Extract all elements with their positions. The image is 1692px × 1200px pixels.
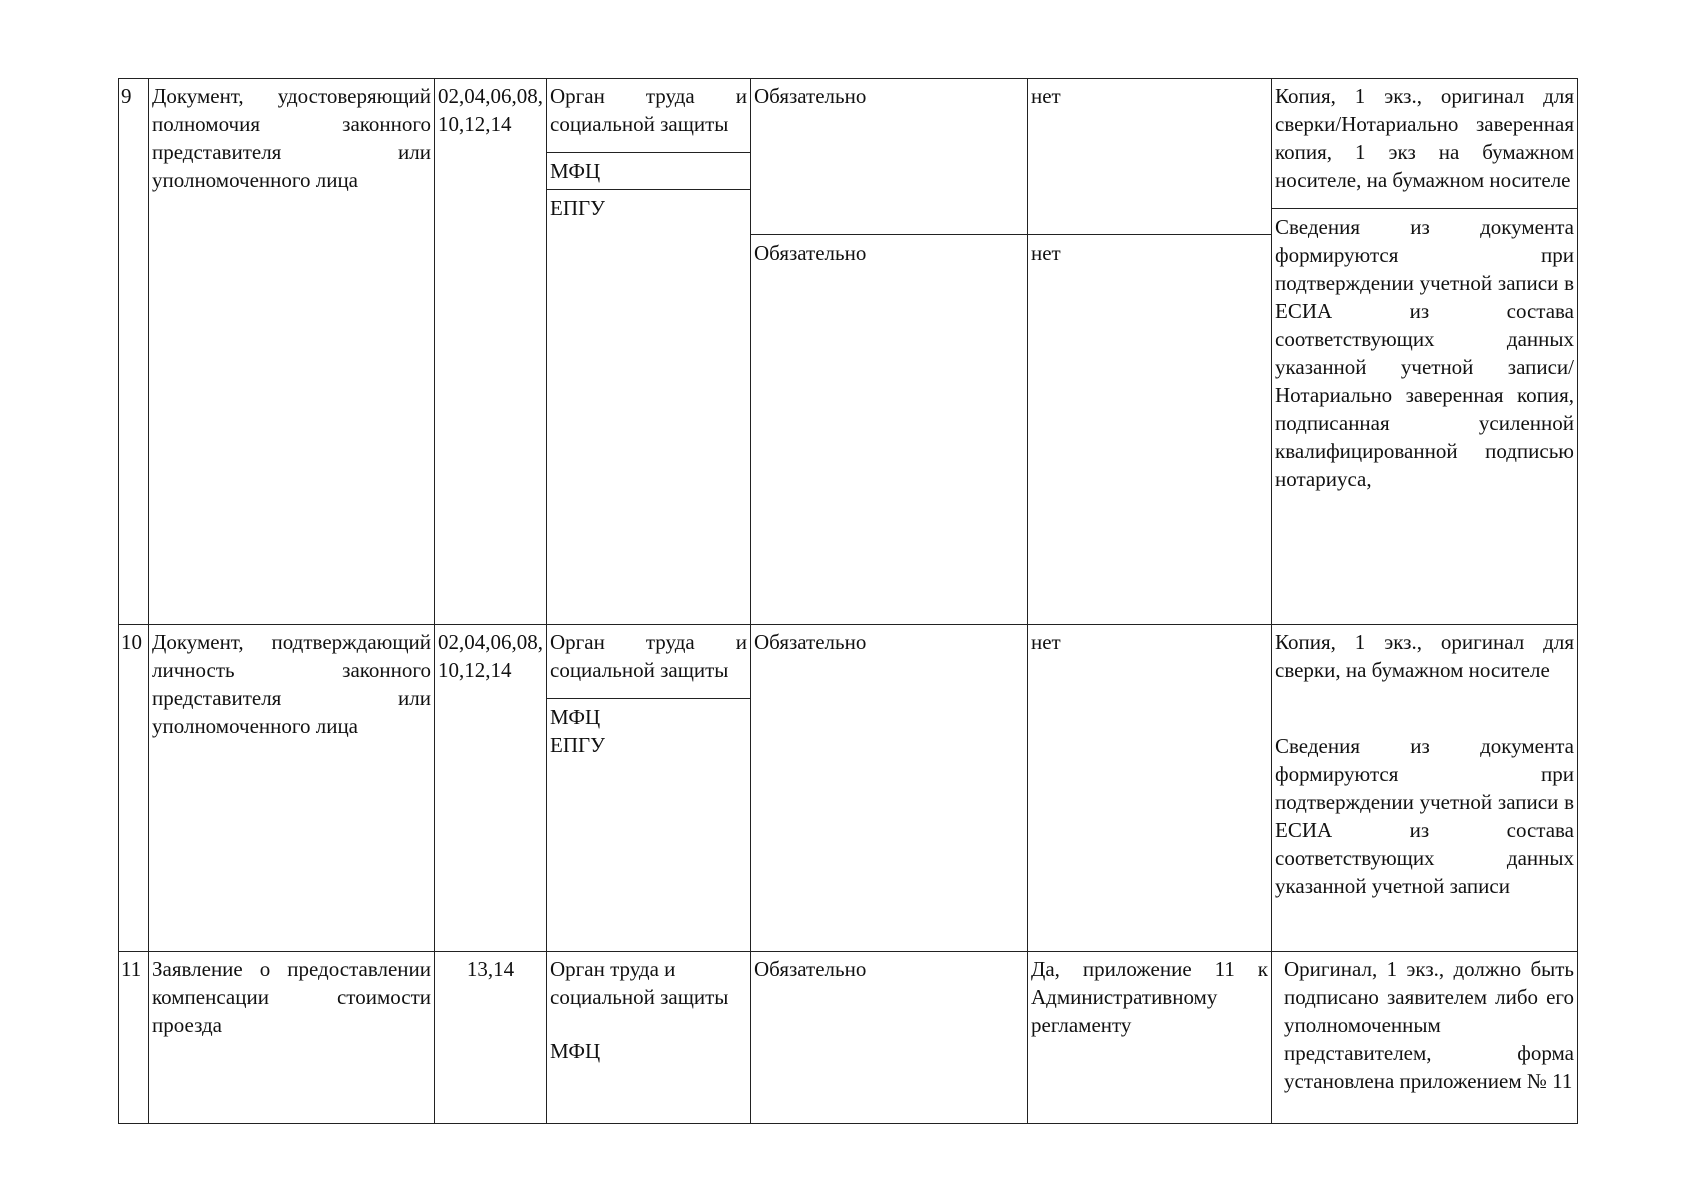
document-name: Документ, удостоверяющий полномочия законного представителя или уполномоченного лица [149,79,435,625]
channel-organ: Орган труда и социальной защиты [550,630,747,682]
document-name: Документ, подтверждающий личность законного представителя или уполномоченного лица [149,625,435,952]
row-number: 11 [119,952,149,1124]
divider [1028,234,1271,235]
documents-table [118,78,1578,1124]
table-row [119,79,1578,625]
submission-channels [547,625,751,952]
spacer [1031,110,1268,220]
table-row [119,625,1578,952]
note-epgu: Сведения из документа формируются при подтверждении учетной записи в ЕСИА из состава соответствующих данных указанной учетной записи [1275,734,1574,898]
divider [751,234,1027,235]
channel-organ: Орган труда и социальной защиты [550,84,747,136]
note-paper: Копия, 1 экз., оригинал для сверки/Нотариально заверенная копия, 1 экз на бумажном носителе, на бумажном носителе [1275,84,1574,192]
channel-mfc: МФЦ [550,1039,601,1063]
note-paper: Копия, 1 экз., оригинал для сверки, на бумажном носителе [1275,630,1574,682]
row-number: 10 [119,625,149,952]
document-name: Заявление о предоставлении компенсации стоимости проезда [149,952,435,1124]
channel-epgu: ЕПГУ [550,733,606,757]
applicant-codes: 02,04,06,08,10,12,14 [435,79,547,625]
document-page [118,78,1578,1124]
channel-mfc: МФЦ [550,705,601,729]
form-template: нет [1028,625,1272,952]
requirement-paper: Обязательно [754,84,867,108]
requirement [751,79,1028,625]
submission-channels [547,952,751,1124]
spacer [550,1011,747,1037]
note-epgu: Сведения из документа формируются при подтверждении учетной записи в ЕСИА из состава соответствующих данных указанной учетной записи/Нотариально заверенная копия, подписанная усиленной квалифицированной подписью нотариуса, [1275,215,1574,491]
submission-channels [547,79,751,625]
spacer [754,110,1024,220]
channel-mfc: МФЦ [550,159,601,183]
submission-requirements [1272,625,1578,952]
channel-organ: Орган труда и социальной защиты [550,957,729,1009]
form-template: Да, приложение 11 к Административному регламенту [1028,952,1272,1124]
requirement-epgu: Обязательно [754,241,867,265]
divider [1272,208,1577,209]
requirement: Обязательно [751,625,1028,952]
template-epgu: нет [1031,241,1061,265]
row-number: 9 [119,79,149,625]
applicant-codes: 02,04,06,08,10,12,14 [435,625,547,952]
submission-requirements [1272,79,1578,625]
table-row [119,952,1578,1124]
divider [547,152,750,153]
spacer [1275,684,1574,732]
divider [547,189,750,190]
submission-requirements: Оригинал, 1 экз., должно быть подписано заявителем либо его уполномоченным представителем, форма установлена приложением № 11 [1272,952,1578,1124]
requirement: Обязательно [751,952,1028,1124]
form-template [1028,79,1272,625]
applicant-codes: 13,14 [435,952,547,1124]
channel-epgu: ЕПГУ [550,196,606,220]
template-paper: нет [1031,84,1061,108]
divider [547,698,750,699]
